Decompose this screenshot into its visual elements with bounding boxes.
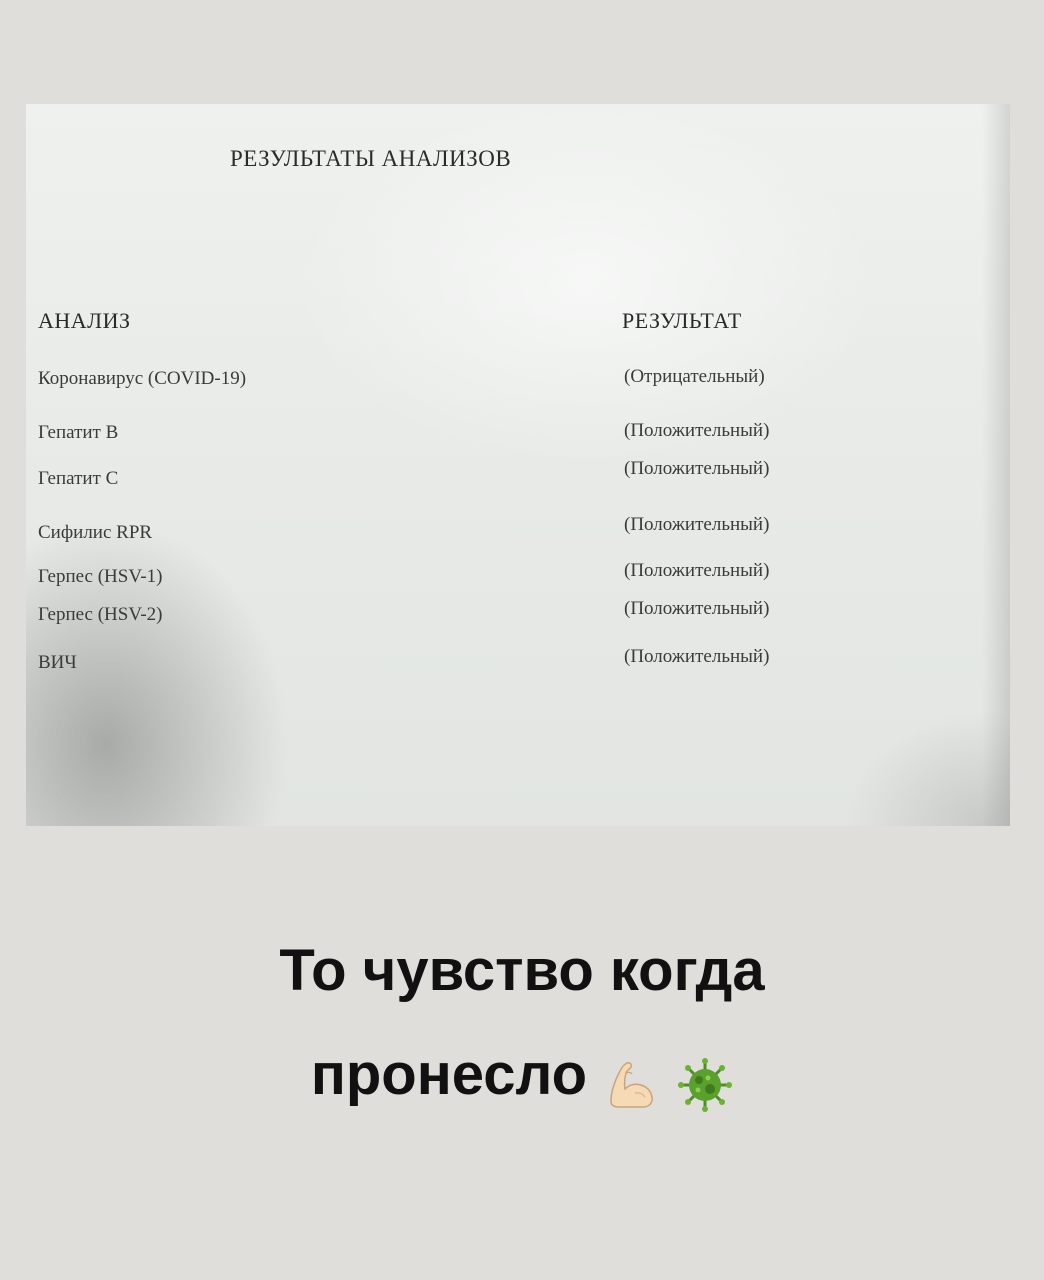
row-test-hsv2: Герпес (HSV-2) bbox=[38, 604, 163, 625]
document-title: РЕЗУЛЬТАТЫ АНАЛИЗОВ bbox=[230, 146, 512, 171]
microbe-icon bbox=[677, 1057, 733, 1113]
column-header-result: РЕЗУЛЬТАТ bbox=[622, 308, 742, 333]
row-test-hiv: ВИЧ bbox=[38, 652, 77, 673]
row-test-hepatitis-c: Гепатит С bbox=[38, 468, 119, 489]
column-header-test: АНАЛИЗ bbox=[38, 308, 131, 333]
row-test-hepatitis-b: Гепатит В bbox=[38, 422, 119, 443]
row-result-syphilis: (Положительный) bbox=[624, 514, 770, 535]
caption-line-1: То чувство когда bbox=[279, 938, 765, 1003]
row-test-covid: Коронавирус (COVID-19) bbox=[38, 368, 247, 389]
row-result-hsv2: (Положительный) bbox=[624, 598, 770, 619]
caption-line-2 bbox=[0, 1042, 1044, 1113]
row-result-hiv: (Положительный) bbox=[624, 646, 770, 667]
flexed-biceps-icon bbox=[605, 1057, 661, 1113]
caption-emojis bbox=[605, 1052, 733, 1113]
caption-line-2-text: пронесло bbox=[310, 1042, 588, 1107]
row-result-hepatitis-b: (Положительный) bbox=[624, 420, 770, 441]
row-result-hsv1: (Положительный) bbox=[624, 560, 770, 581]
row-result-hepatitis-c: (Положительный) bbox=[624, 458, 770, 479]
document-photo bbox=[26, 104, 1010, 826]
row-test-syphilis: Сифилис RPR bbox=[38, 522, 153, 543]
row-result-covid: (Отрицательный) bbox=[624, 366, 765, 387]
row-test-hsv1: Герпес (HSV-1) bbox=[38, 566, 163, 587]
